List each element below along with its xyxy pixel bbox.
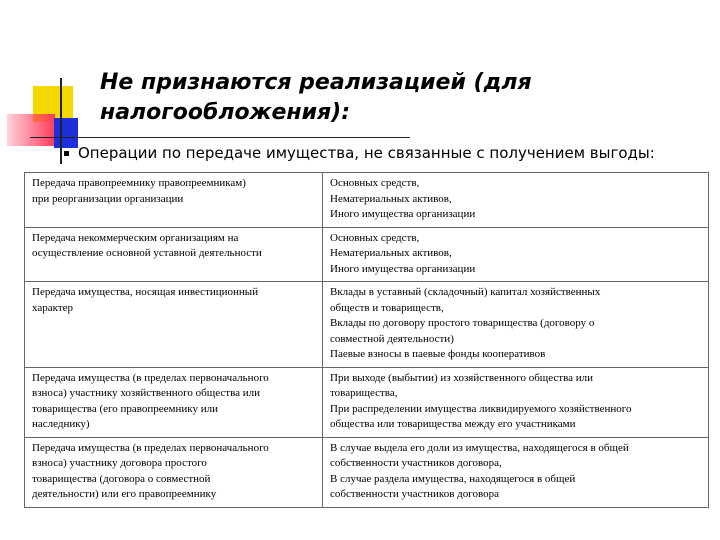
- operations-table: [24, 172, 709, 508]
- cell-line: взноса) участнику договора простого: [32, 457, 207, 469]
- operation-cell: [25, 282, 323, 368]
- operation-cell: [25, 227, 323, 282]
- cell-line: Вклады в уставный (складочный) капитал хозяйственных: [330, 286, 601, 298]
- cell-line: В случае раздела имущества, находящегося в общей: [330, 472, 576, 485]
- cell-line: собственности участников договора,: [330, 457, 502, 469]
- table-row: [25, 437, 709, 507]
- cell-line: При распределении имущества ликвидируемого хозяйственного: [330, 402, 632, 415]
- cell-line: общества или товарищества между его участниками: [330, 418, 576, 430]
- cell-line: Передача имущества (в пределах первоначального: [32, 371, 269, 384]
- cell-line: Передача некоммерческим организациям на: [32, 231, 239, 244]
- cell-line: взноса) участнику хозяйственного общества или: [32, 387, 261, 399]
- operation-cell: [25, 367, 323, 437]
- cell-line: при реорганизации организации: [32, 192, 184, 205]
- slide-subtitle: Операции по передаче имущества, не связанные с получением выгоды:: [78, 144, 655, 162]
- cell-line: Вклады по договору простого товарищества (договору о: [330, 317, 595, 329]
- cell-line: Нематериальных активов,: [330, 247, 452, 259]
- cell-line: обществ и товариществ,: [330, 301, 444, 314]
- slide-title: Не признаются реализацией (для налогообложения):: [100, 70, 532, 125]
- operation-cell: [25, 437, 323, 507]
- cell-line: Основных средств,: [330, 231, 420, 244]
- cell-line: Иного имущества организации: [330, 208, 476, 220]
- property-cell: [323, 367, 709, 437]
- cell-line: товарищества,: [330, 387, 398, 399]
- property-cell: [323, 227, 709, 282]
- cell-line: В случае выдела его доли из имущества, находящегося в общей: [330, 441, 629, 454]
- cell-line: Нематериальных активов,: [330, 192, 452, 205]
- cell-line: собственности участников договора: [330, 488, 499, 500]
- cell-line: совместной деятельности): [330, 332, 454, 345]
- cell-line: характер: [32, 301, 74, 314]
- operation-cell: [25, 173, 323, 228]
- cell-line: осуществление основной уставной деятельности: [32, 247, 262, 259]
- table-row: [25, 367, 709, 437]
- cell-line: товарищества (его правопреемнику или: [32, 402, 218, 415]
- cell-line: Иного имущества организации: [330, 262, 476, 275]
- cell-line: Передача имущества, носящая инвестиционный: [32, 286, 259, 298]
- bullet-square-icon: [64, 151, 69, 156]
- property-cell: [323, 173, 709, 228]
- table-row: [25, 282, 709, 368]
- cell-line: Основных средств,: [330, 177, 420, 189]
- property-cell: [323, 282, 709, 368]
- cell-line: Передача имущества (в пределах первоначального: [32, 441, 269, 454]
- decor-vertical-line: [60, 78, 62, 164]
- cell-line: При выходе (выбытии) из хозяйственного общества или: [330, 371, 594, 384]
- cell-line: Паевые взносы в паевые фонды кооперативов: [330, 348, 546, 360]
- decor-blue-square: [54, 118, 78, 148]
- cell-line: Передача правопреемнику правопреемникам): [32, 177, 246, 189]
- cell-line: деятельности) или его правопреемнику: [32, 488, 217, 500]
- table-row: [25, 173, 709, 228]
- cell-line: наследнику): [32, 418, 90, 430]
- decor-red-block: [7, 114, 55, 146]
- decor-horizontal-line: [30, 137, 410, 138]
- table-row: [25, 227, 709, 282]
- cell-line: товарищества (договора о совместной: [32, 472, 211, 485]
- property-cell: [323, 437, 709, 507]
